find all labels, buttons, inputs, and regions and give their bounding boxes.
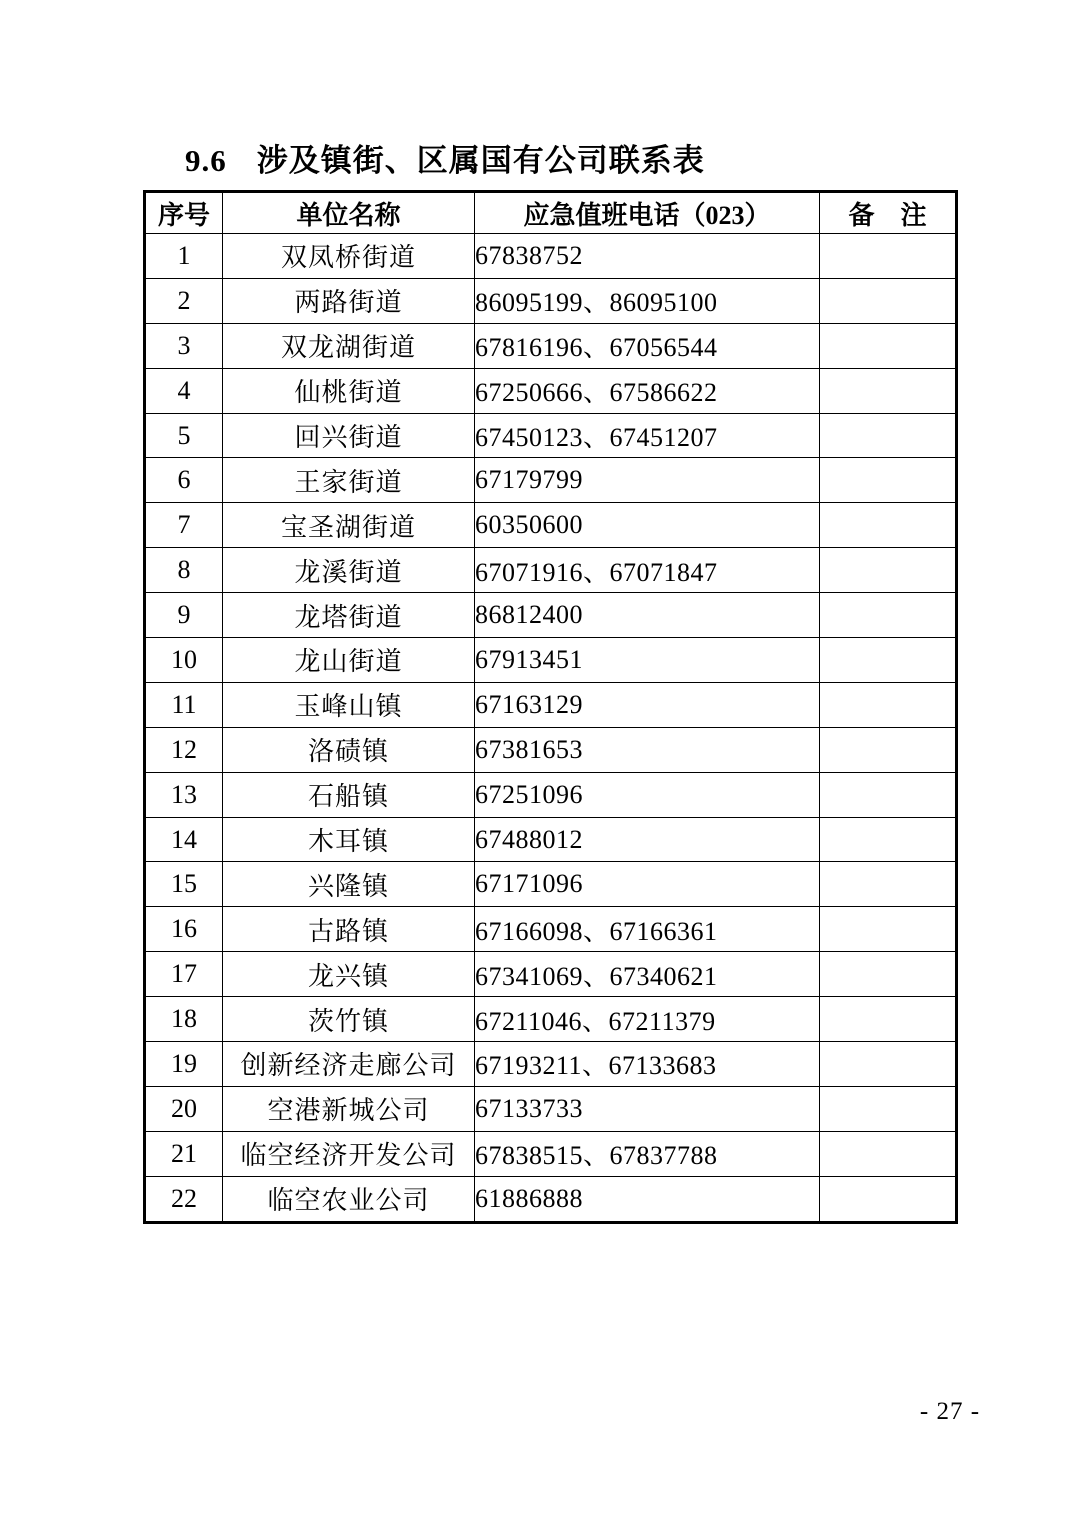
row-index-cell: 8 (145, 548, 223, 593)
duty-phone-cell: 67251096 (475, 772, 820, 817)
row-index-cell: 16 (145, 907, 223, 952)
note-cell (820, 234, 957, 279)
duty-phone-cell: 67133733 (475, 1086, 820, 1131)
duty-phone-cell: 67163129 (475, 682, 820, 727)
table-row (145, 503, 957, 548)
section-title-text: 涉及镇街、区属国有公司联系表 (256, 143, 705, 178)
unit-name-cell: 龙兴镇 (223, 952, 475, 997)
duty-phone-cell: 67193211、67133683 (475, 1042, 820, 1087)
unit-name-cell: 龙山街道 (223, 638, 475, 683)
table-row (145, 772, 957, 817)
duty-phone-cell: 67913451 (475, 638, 820, 683)
note-cell (820, 413, 957, 458)
duty-phone-cell: 67341069、67340621 (475, 952, 820, 997)
duty-phone-cell: 67838515、67837788 (475, 1131, 820, 1176)
note-cell (820, 458, 957, 503)
section-number: 9.6 (185, 143, 227, 178)
row-index-cell: 6 (145, 458, 223, 503)
note-cell (820, 548, 957, 593)
note-cell (820, 1042, 957, 1087)
note-cell (820, 278, 957, 323)
note-cell (820, 638, 957, 683)
note-cell (820, 503, 957, 548)
row-index-cell: 12 (145, 727, 223, 772)
row-index-cell: 19 (145, 1042, 223, 1087)
note-cell (820, 323, 957, 368)
row-index-cell: 10 (145, 638, 223, 683)
unit-name-cell: 仙桃街道 (223, 368, 475, 413)
note-cell (820, 952, 957, 997)
duty-phone-cell: 67488012 (475, 817, 820, 862)
unit-name-cell: 两路街道 (223, 278, 475, 323)
row-index-cell: 18 (145, 997, 223, 1042)
table-row (145, 234, 957, 279)
unit-name-cell: 兴隆镇 (223, 862, 475, 907)
section-title (185, 142, 705, 179)
duty-phone-cell: 67381653 (475, 727, 820, 772)
row-index-cell: 3 (145, 323, 223, 368)
unit-name-cell: 龙溪街道 (223, 548, 475, 593)
table-row (145, 727, 957, 772)
note-cell (820, 862, 957, 907)
table-row (145, 907, 957, 952)
note-cell (820, 727, 957, 772)
table-row (145, 1176, 957, 1222)
table-row (145, 862, 957, 907)
header-cell-unit-name: 单位名称 (223, 192, 475, 234)
table-header-row (145, 192, 957, 234)
note-cell (820, 907, 957, 952)
duty-phone-cell: 67171096 (475, 862, 820, 907)
unit-name-cell: 龙塔街道 (223, 593, 475, 638)
header-cell-phone: 应急值班电话（023） (475, 192, 820, 234)
duty-phone-cell: 86812400 (475, 593, 820, 638)
duty-phone-cell: 67071916、67071847 (475, 548, 820, 593)
unit-name-cell: 临空经济开发公司 (223, 1131, 475, 1176)
unit-name-cell: 创新经济走廊公司 (223, 1042, 475, 1087)
row-index-cell: 22 (145, 1176, 223, 1222)
row-index-cell: 5 (145, 413, 223, 458)
table-row (145, 1131, 957, 1176)
note-cell (820, 772, 957, 817)
note-cell (820, 817, 957, 862)
row-index-cell: 20 (145, 1086, 223, 1131)
table-row (145, 413, 957, 458)
duty-phone-cell: 67450123、67451207 (475, 413, 820, 458)
row-index-cell: 9 (145, 593, 223, 638)
row-index-cell: 7 (145, 503, 223, 548)
table-row (145, 817, 957, 862)
row-index-cell: 2 (145, 278, 223, 323)
note-cell (820, 368, 957, 413)
note-cell (820, 997, 957, 1042)
unit-name-cell: 茨竹镇 (223, 997, 475, 1042)
note-cell (820, 1176, 957, 1222)
duty-phone-cell: 67179799 (475, 458, 820, 503)
table-row (145, 638, 957, 683)
unit-name-cell: 空港新城公司 (223, 1086, 475, 1131)
table-row (145, 682, 957, 727)
table-row (145, 548, 957, 593)
duty-phone-cell: 67166098、67166361 (475, 907, 820, 952)
page-number: - 27 - (919, 1398, 981, 1425)
table-body (145, 234, 957, 1223)
table-row (145, 952, 957, 997)
duty-phone-cell: 67816196、67056544 (475, 323, 820, 368)
row-index-cell: 4 (145, 368, 223, 413)
unit-name-cell: 石船镇 (223, 772, 475, 817)
table-row (145, 1042, 957, 1087)
unit-name-cell: 洛碛镇 (223, 727, 475, 772)
row-index-cell: 17 (145, 952, 223, 997)
row-index-cell: 21 (145, 1131, 223, 1176)
unit-name-cell: 双龙湖街道 (223, 323, 475, 368)
unit-name-cell: 双凤桥街道 (223, 234, 475, 279)
row-index-cell: 13 (145, 772, 223, 817)
contact-table (143, 190, 958, 1224)
unit-name-cell: 古路镇 (223, 907, 475, 952)
duty-phone-cell: 67211046、67211379 (475, 997, 820, 1042)
unit-name-cell: 回兴街道 (223, 413, 475, 458)
unit-name-cell: 临空农业公司 (223, 1176, 475, 1222)
table-row (145, 997, 957, 1042)
duty-phone-cell: 60350600 (475, 503, 820, 548)
row-index-cell: 1 (145, 234, 223, 279)
table-row (145, 593, 957, 638)
table-row (145, 278, 957, 323)
duty-phone-cell: 67250666、67586622 (475, 368, 820, 413)
table-row (145, 323, 957, 368)
unit-name-cell: 王家街道 (223, 458, 475, 503)
table-row (145, 1086, 957, 1131)
table-row (145, 458, 957, 503)
note-cell (820, 1086, 957, 1131)
header-cell-note: 备 注 (820, 192, 957, 234)
row-index-cell: 11 (145, 682, 223, 727)
row-index-cell: 15 (145, 862, 223, 907)
duty-phone-cell: 61886888 (475, 1176, 820, 1222)
duty-phone-cell: 67838752 (475, 234, 820, 279)
unit-name-cell: 玉峰山镇 (223, 682, 475, 727)
row-index-cell: 14 (145, 817, 223, 862)
unit-name-cell: 宝圣湖街道 (223, 503, 475, 548)
note-cell (820, 1131, 957, 1176)
note-cell (820, 682, 957, 727)
unit-name-cell: 木耳镇 (223, 817, 475, 862)
duty-phone-cell: 86095199、86095100 (475, 278, 820, 323)
header-cell-index: 序号 (145, 192, 223, 234)
table-row (145, 368, 957, 413)
note-cell (820, 593, 957, 638)
